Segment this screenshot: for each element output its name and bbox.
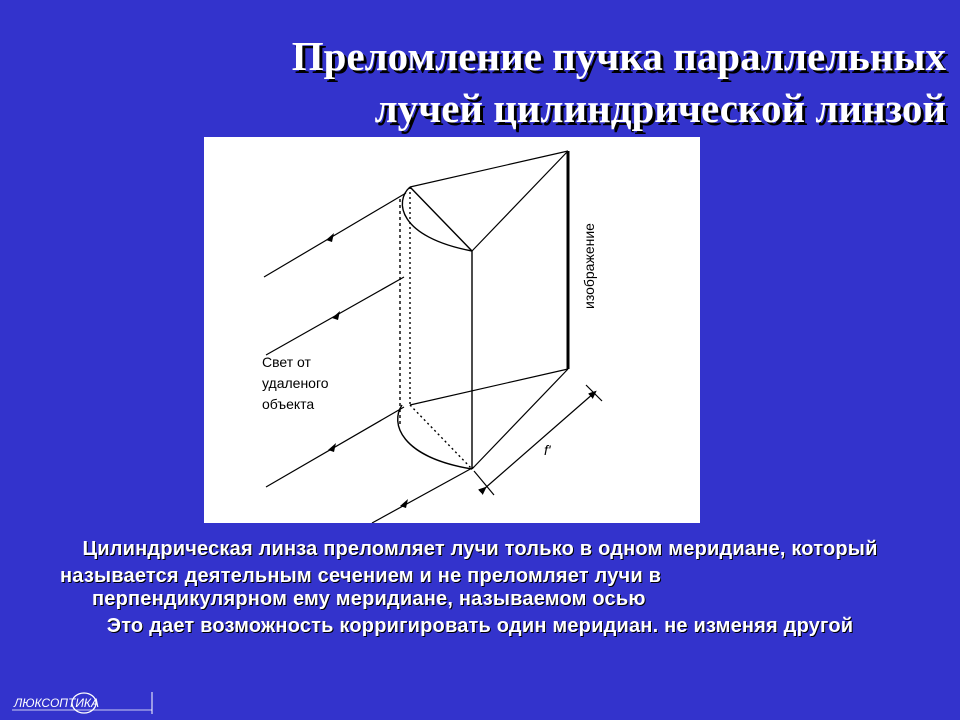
focal-dim-line: [484, 393, 594, 489]
cylindrical-lens-diagram: [204, 137, 700, 523]
refracted-bottom-front: [472, 369, 568, 469]
diagram-svg: [204, 137, 700, 523]
company-logo: [8, 690, 156, 716]
label-light-1: Свет от: [262, 354, 311, 370]
focal-dimension: [474, 385, 602, 495]
arrow-2: [332, 311, 340, 320]
label-light-2: удаленого: [262, 375, 329, 391]
ray-1: [264, 193, 406, 277]
refracted-bottom-back: [410, 369, 568, 405]
caption-p2-line-2: перпендикулярном ему меридиане, называемом осью: [92, 588, 646, 610]
caption-paragraph-3: Это дает возможность корригировать один меридиан. не изменяя другой: [106, 615, 854, 637]
lens-bottom-flat: [410, 405, 472, 469]
arrow-1: [326, 233, 334, 242]
caption-paragraph-1: Цилиндрическая линза преломляет лучи только в одном меридиане, который: [82, 538, 878, 560]
slide-title: [66, 30, 946, 134]
lens-top-curve: [402, 187, 472, 251]
lens-bottom-curve: [398, 405, 472, 469]
label-light-3: объекта: [262, 396, 315, 412]
title-line-2: лучей цилиндрической линзой: [374, 85, 946, 131]
caption-p2-line-1: называется деятельным сечением и не преломляет лучи в: [60, 565, 662, 587]
slide-caption: [40, 538, 920, 638]
title-line-1: Преломление пучка параллельных: [291, 33, 946, 79]
label-image: изображение: [581, 223, 597, 309]
lens-top-flat: [410, 187, 472, 251]
ray-4: [372, 467, 474, 523]
lens-body: [398, 187, 472, 469]
refracted-top-back: [410, 151, 568, 187]
caption-paragraph-2: [40, 565, 920, 611]
logo-text: ЛЮКСОПТИКА: [14, 696, 99, 710]
refracted-top-front: [472, 151, 568, 251]
ray-arrows: [326, 233, 408, 508]
refracted-rays: [410, 151, 568, 469]
label-focal: f': [544, 442, 551, 458]
